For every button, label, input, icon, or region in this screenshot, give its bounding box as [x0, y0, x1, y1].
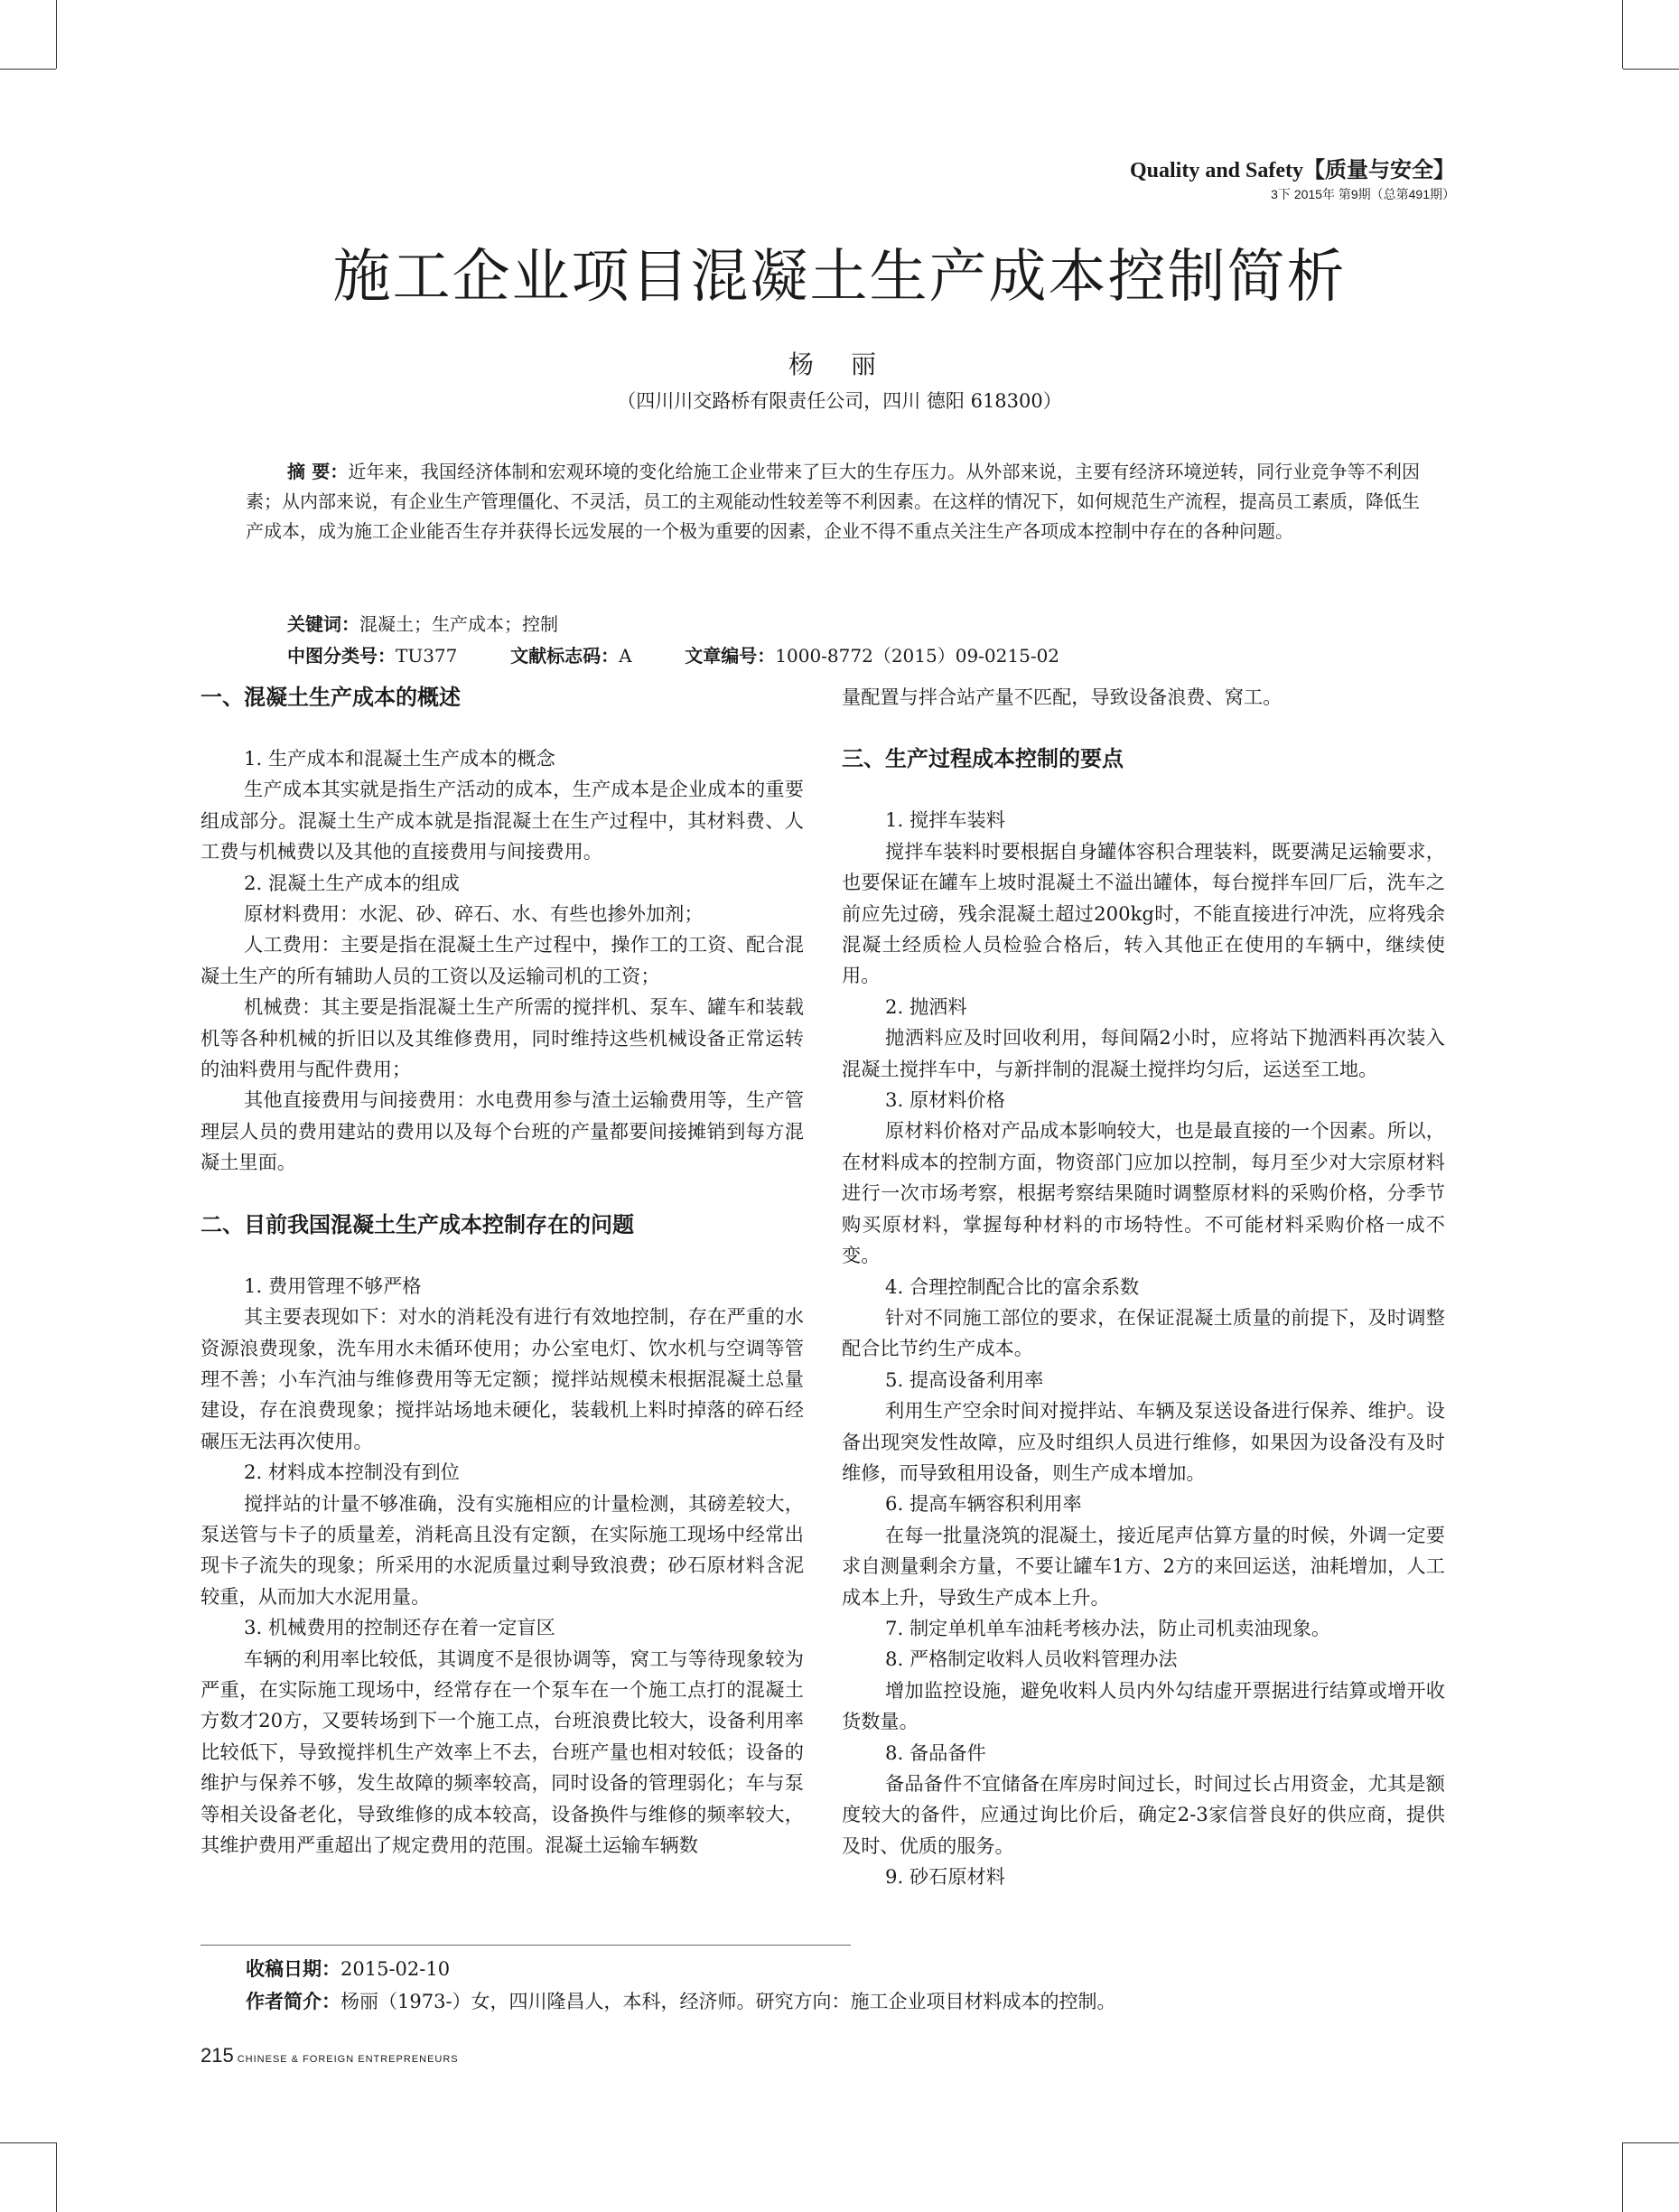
journal-name: CHINESE & FOREIGN ENTREPRENEURS: [237, 2054, 459, 2065]
abstract-text: 近年来，我国经济体制和宏观环境的变化给施工企业带来了巨大的生存压力。从外部来说，主要有经济环境逆转，同行业竞争等不利因素；从内部来说，有企业生产管理僵化、不灵活，员工的主观能动性较差等不利因素。在这样的情况下，如何规范生产流程，提高员工素质，降低生产成本，成为施工企业能否生存并获得长远发展的一个极为重要的因素，企业不得不重点关注生产各项成本控制中存在的各种问题。: [246, 461, 1420, 542]
doc-code-value: A: [619, 645, 632, 667]
footnote-rule: [201, 1945, 851, 1946]
issue-info: 3下 2015年 第9期（总第491期）: [1271, 187, 1455, 201]
received-date: [246, 1953, 1116, 1985]
bio-label: 作者简介：: [246, 1991, 340, 2012]
classification-line: [287, 641, 1425, 667]
paragraph: 生产成本其实就是指生产活动的成本，生产成本是企业成本的重要组成部分。混凝土生产成本就是指混凝土在生产过程中，其材料费、人工费与机械费以及其他的直接费用与间接费用。: [201, 778, 804, 863]
keywords-label: 关键词：: [287, 613, 359, 635]
subsection-heading: 5. 提高设备利用率: [885, 1367, 1044, 1391]
paragraph: 量配置与拌合站产量不匹配，导致设备浪费、窝工。: [842, 686, 1283, 708]
subsection-heading: 1. 生产成本和混凝土生产成本的概念: [244, 747, 555, 770]
section-heading: 二、目前我国混凝土生产成本控制存在的问题: [201, 1211, 634, 1237]
paragraph: 抛洒料应及时回收利用，每间隔2小时，应将站下抛洒料再次装入混凝土搅拌车中，与新拌制的混凝土搅拌均匀后，运送至工地。: [842, 1026, 1445, 1080]
abstract: [246, 457, 1420, 546]
subsection-heading: 1. 费用管理不够严格: [244, 1274, 422, 1297]
clc-label: 中图分类号：: [287, 645, 396, 667]
subsection-heading: 4. 合理控制配合比的富余系数: [885, 1274, 1140, 1298]
crop-mark: [56, 0, 57, 69]
paragraph: 备品备件不宜储备在库房时间过长，时间过长占用资金，尤其是额度较大的备件，应通过询比价后，确定2-3家信誉良好的供应商，提供及时、优质的服务。: [842, 1772, 1445, 1857]
crop-mark: [1623, 69, 1679, 70]
crop-mark: [1623, 2142, 1679, 2143]
clc-value: TU377: [396, 645, 458, 667]
subsection-heading: 2. 混凝土生产成本的组成: [244, 871, 460, 894]
paragraph: 人工费用：主要是指在混凝土生产过程中，操作工的工资、配合混凝土生产的所有辅助人员的工资以及运输司机的工资；: [201, 933, 804, 987]
paragraph: 搅拌站的计量不够准确，没有实施相应的计量检测，其磅差较大，泵送管与卡子的质量差，消耗高且没有定额，在实际施工现场中经常出现卡子流失的现象；所采用的水泥质量过剩导致浪费；砂石原材料含泥较重，从而加大水泥用量。: [201, 1491, 804, 1608]
abstract-label: 摘 要：: [287, 461, 349, 482]
paragraph: 利用生产空余时间对搅拌站、车辆及泵送设备进行保养、维护。设备出现突发性故障，应及时组织人员进行维修，如果因为设备没有及时维修，而导致租用设备，则生产成本增加。: [842, 1399, 1445, 1484]
paragraph: 机械费：其主要是指混凝土生产所需的搅拌机、泵车、罐车和装载机等各种机械的折旧以及其维修费用，同时维持这些机械设备正常运转的油料费用与配件费用；: [201, 995, 804, 1081]
subsection-heading: 8. 备品备件: [885, 1741, 986, 1764]
author-bio: [246, 1985, 1116, 2018]
running-header: [1130, 152, 1455, 203]
subsection-heading: 9. 砂石原材料: [885, 1865, 1005, 1889]
crop-mark: [56, 2142, 57, 2212]
page-number: 215: [201, 2044, 234, 2067]
article-title: 施工企业项目混凝土生产成本控制简析: [332, 244, 1347, 311]
crop-mark: [1622, 2142, 1623, 2212]
paragraph: 增加监控设施，避免收料人员内外勾结虚开票据进行结算或增开收货数量。: [842, 1678, 1445, 1733]
keywords: [287, 610, 1425, 636]
doc-code-label: 文献标志码：: [510, 645, 620, 667]
footnotes: [246, 1953, 1116, 2018]
paragraph: 搅拌车装料时要根据自身罐体容积合理装料，既要满足运输要求，也要保证在罐车上坡时混凝土不溢出罐体，每台搅拌车回厂后，洗车之前应先过磅，残余混凝土超过200kg时，不能直接进行冲洗，应将残余混凝土经质检人员检验合格后，转入其他正在使用的车辆中，继续使用。: [842, 839, 1445, 987]
left-column: [201, 682, 804, 1861]
subsection-heading: 7. 制定单机单车油耗考核办法，防止司机卖油现象。: [885, 1616, 1331, 1639]
bio-text: 杨丽（1973-）女，四川隆昌人，本科，经济师。研究方向：施工企业项目材料成本的控制。: [340, 1991, 1116, 2012]
article-no-label: 文章编号：: [685, 645, 776, 667]
subsection-heading: 2. 材料成本控制没有到位: [244, 1461, 460, 1484]
paragraph: 其他直接费用与间接费用：水电费用参与渣土运输费用等，生产管理层人员的费用建站的费用以及每个台班的产量都要间接摊销到每方混凝土里面。: [201, 1088, 804, 1174]
article-no-value: 1000-8772（2015）09-0215-02: [775, 645, 1060, 667]
right-column: [842, 682, 1445, 1893]
page-folio: [201, 2044, 459, 2067]
received-label: 收稿日期：: [246, 1958, 340, 1980]
crop-mark: [1622, 0, 1623, 69]
crop-mark: [0, 2142, 56, 2143]
paragraph: 原材料价格对产品成本影响较大，也是最直接的一个因素。所以，在材料成本的控制方面，物资部门应加以控制，每月至少对大宗原材料进行一次市场考察，根据考察结果随时调整原材料的采购价格，分季节购买原材料，掌握每种材料的市场特性。不可能材料采购价格一成不变。: [842, 1119, 1445, 1267]
paragraph: 原材料费用：水泥、砂、碎石、水、有些也掺外加剂；: [244, 902, 704, 926]
keywords-text: 混凝土；生产成本；控制: [359, 613, 558, 635]
section-tag: Quality and Safety【质量与安全】: [1129, 159, 1455, 182]
paragraph: 针对不同施工部位的要求，在保证混凝土质量的前提下，及时调整配合比节约生产成本。: [842, 1305, 1445, 1360]
crop-mark: [0, 69, 56, 70]
subsection-heading: 1. 搅拌车装料: [885, 808, 1005, 832]
section-heading: 三、生产过程成本控制的要点: [842, 746, 1124, 772]
author-affiliation: （四川川交路桥有限责任公司，四川 德阳 618300）: [617, 390, 1062, 412]
author-name: 杨 丽: [788, 350, 891, 379]
paragraph: 车辆的利用率比较低，其调度不是很协调等，窝工与等待现象较为严重，在实际施工现场中，经常存在一个泵车在一个施工点打的混凝土方数才20方，又要转场到下一个施工点，台班浪费比较大，设备利用率比较低下，导致搅拌机生产效率上不去，台班产量也相对较低；设备的维护与保养不够，发生故障的频率较高，同时设备的管理弱化；车与泵等相关设备老化，导致维修的成本较高，设备换件与维修的频率较大，其维护费用严重超出了规定费用的范围。混凝土运输车辆数: [201, 1647, 804, 1856]
paragraph: 在每一批量浇筑的混凝土，接近尾声估算方量的时候，外调一定要求自测量剩余方量，不要让罐车1方、2方的来回运送，油耗增加，人工成本上升，导致生产成本上升。: [842, 1523, 1445, 1609]
section-heading: 一、混凝土生产成本的概述: [201, 685, 461, 710]
paragraph: 其主要表现如下：对水的消耗没有进行有效地控制，存在严重的水资源浪费现象，洗车用水未循环使用；办公室电灯、饮水机与空调等管理不善；小车汽油与维修费用等无定额；搅拌站规模未根据混凝土总量建设，存在浪费现象；搅拌站场地未硬化，装载机上料时掉落的碎石经碾压无法再次使用。: [201, 1305, 804, 1452]
subsection-heading: 2. 抛洒料: [885, 994, 967, 1018]
subsection-heading: 3. 原材料价格: [885, 1088, 1005, 1112]
received-value: 2015-02-10: [340, 1958, 451, 1980]
subsection-heading: 3. 机械费用的控制还存在着一定盲区: [244, 1616, 555, 1639]
subsection-heading: 8. 严格制定收料人员收料管理办法: [885, 1647, 1178, 1671]
subsection-heading: 6. 提高车辆容积利用率: [885, 1492, 1082, 1516]
